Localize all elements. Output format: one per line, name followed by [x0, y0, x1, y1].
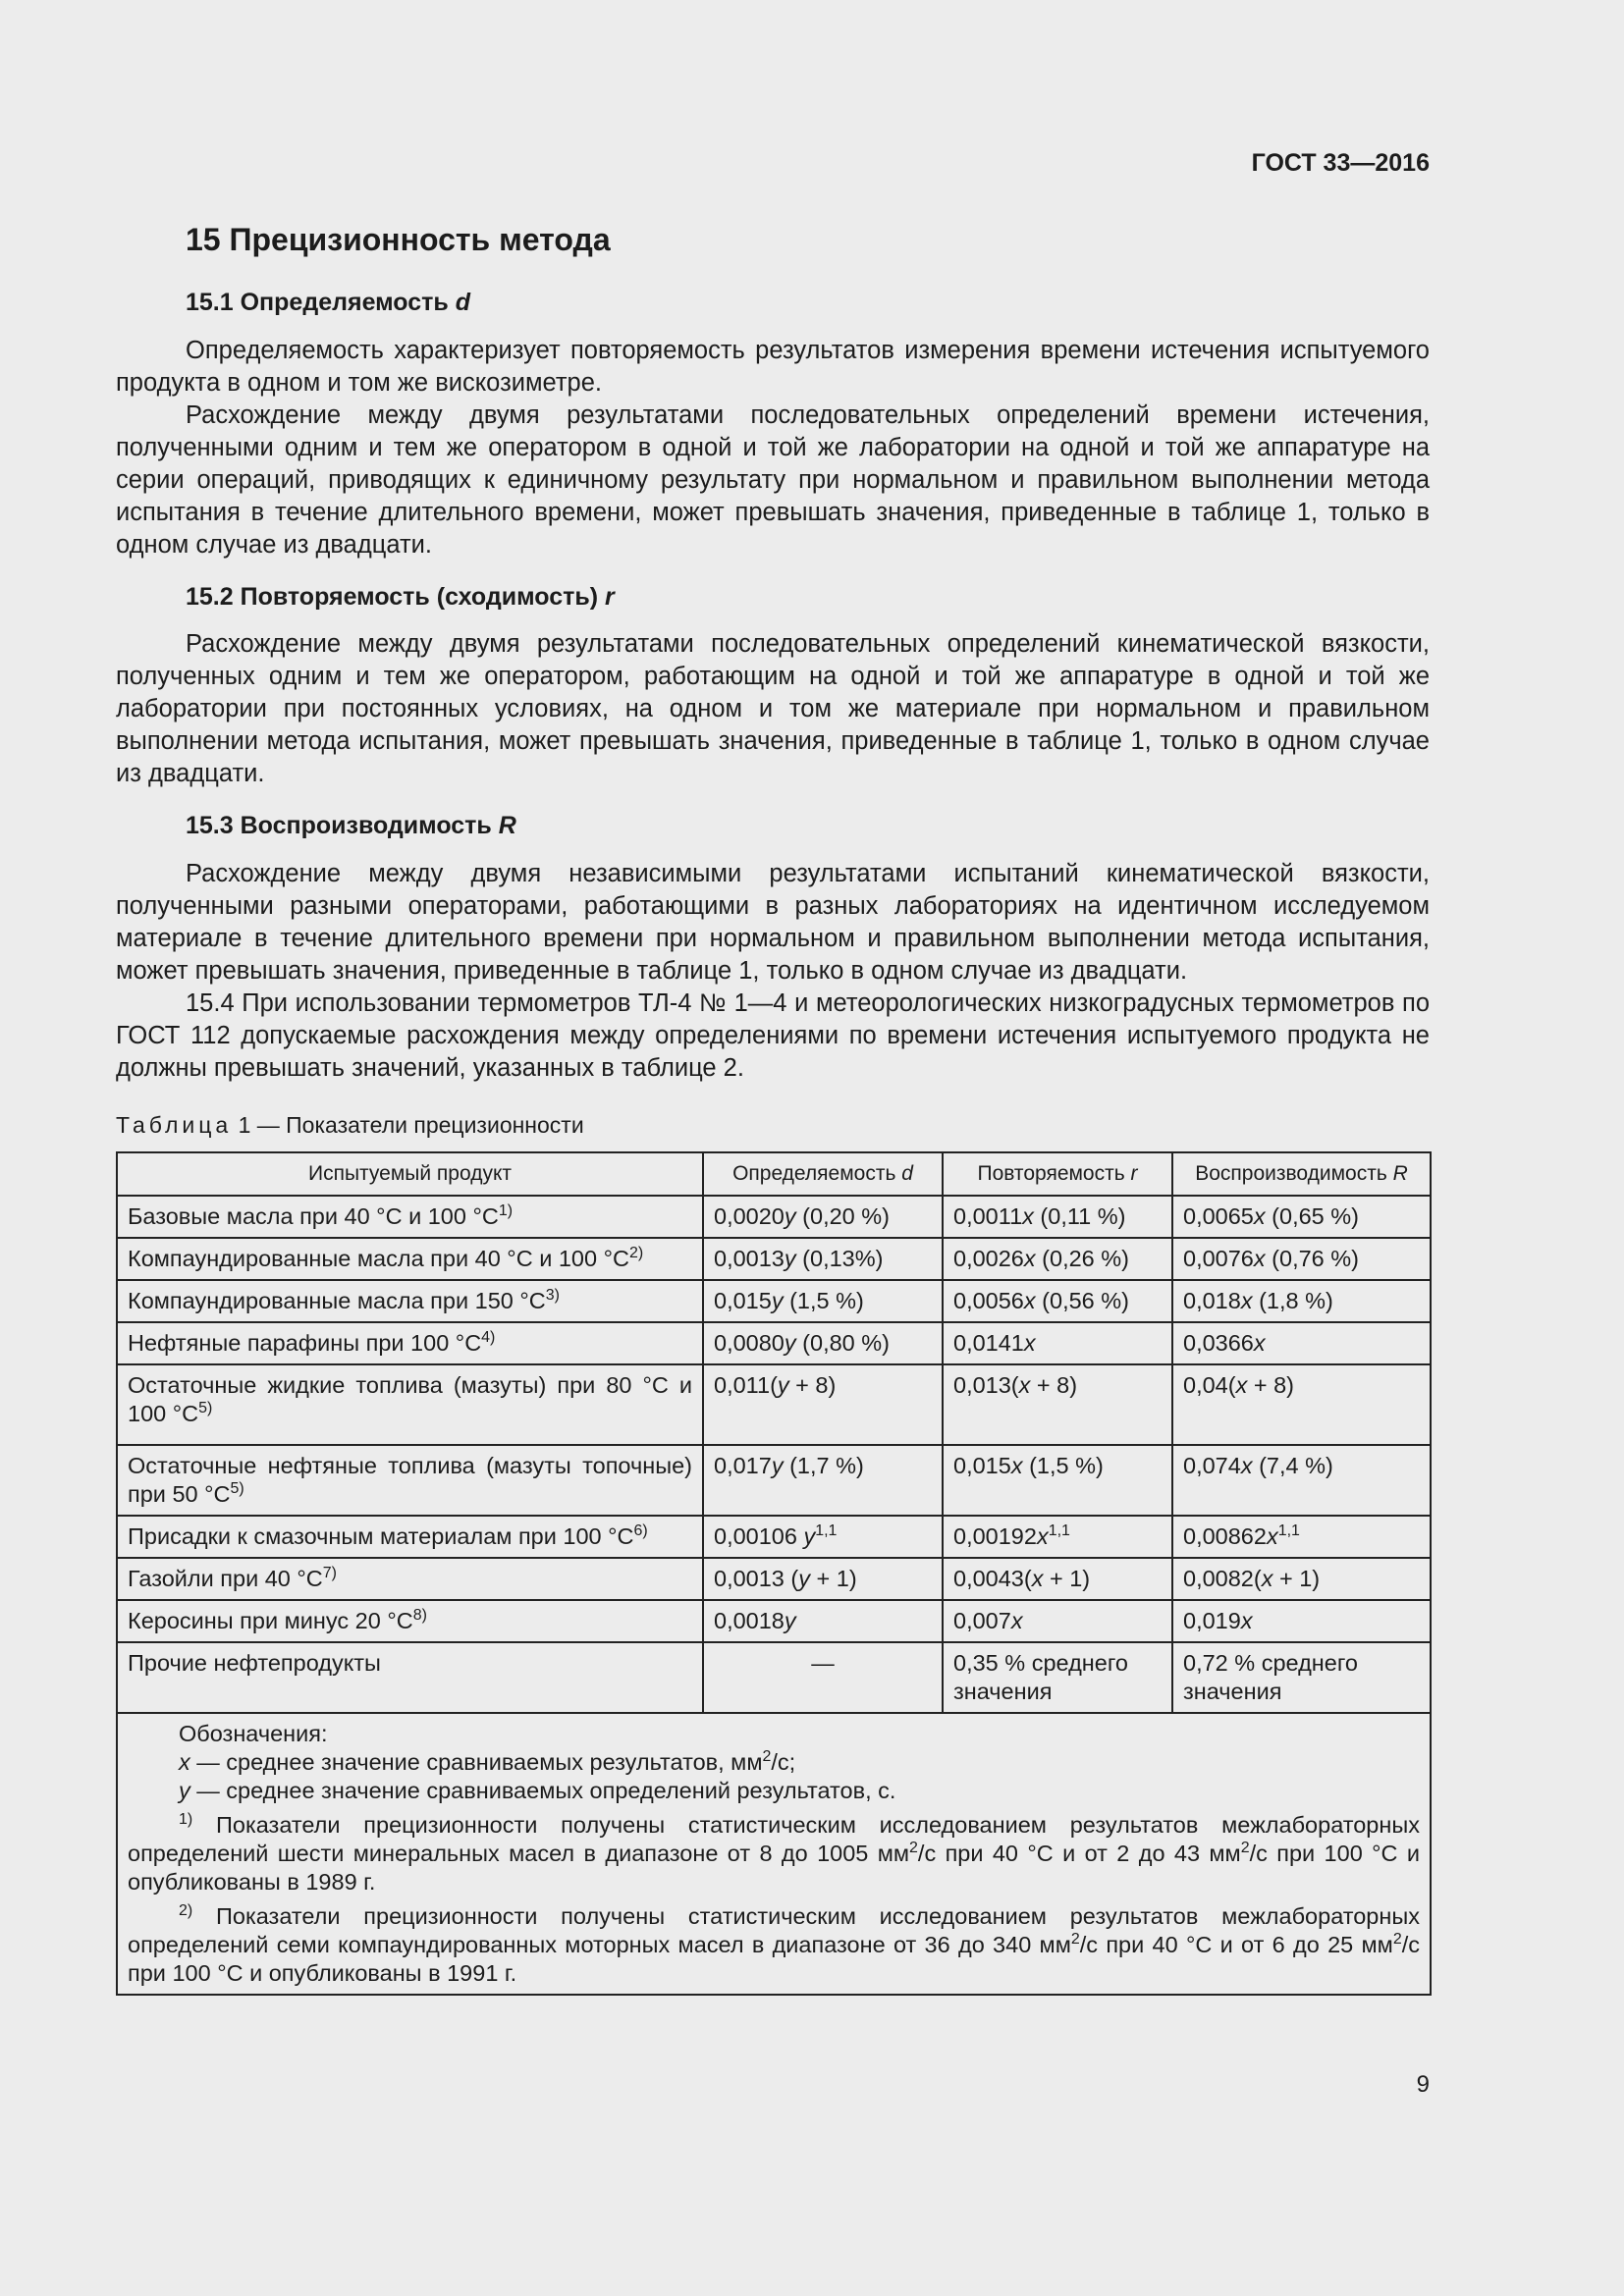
cell-determinability: 0,015y (1,5 %) [703, 1280, 943, 1322]
table-row [117, 1364, 1431, 1445]
cell-repeatability: $0,00192x^{1,1}$ [943, 1516, 1172, 1558]
header-product: Испытуемый продукт [117, 1152, 703, 1196]
cell-determinability: 0,017y (1,7 %) [703, 1445, 943, 1516]
subsection-15-3-symbol: R [498, 812, 516, 839]
subsection-15-2-symbol: r [605, 582, 615, 611]
cell-reproducibility: 0,04(x + 8) [1172, 1364, 1431, 1445]
paragraph-15-1-1: Определяемость характеризует повторяемость результатов измерения времени истечения испытуемого продукта в одном и том же вискозиметре. [116, 336, 1430, 397]
cell-determinability: 0,011(y + 8) [703, 1364, 943, 1445]
table-header-row [117, 1152, 1431, 1196]
cell-reproducibility: 0,72 % среднего значения [1172, 1642, 1431, 1713]
cell-repeatability: 0,0011x (0,11 %) [943, 1196, 1172, 1238]
table-row [117, 1642, 1431, 1713]
precision-table [116, 1151, 1432, 1996]
notes-x-definition: x — среднее значение сравниваемых результатов, $мм^2/с$; [179, 1747, 796, 1775]
section-title: 15 Прецизионность метода [186, 222, 611, 257]
cell-determinability: 0,00106 $y^{1,1}$ [703, 1516, 943, 1558]
cell-repeatability: 0,013(x + 8) [943, 1364, 1172, 1445]
notes-heading: Обозначения: [179, 1720, 328, 1746]
cell-repeatability: 0,0026x (0,26 %) [943, 1238, 1172, 1280]
cell-determinability: 0,0020y (0,20 %) [703, 1196, 943, 1238]
page-content [116, 220, 1430, 1996]
cell-reproducibility: 0,0076x (0,76 %) [1172, 1238, 1431, 1280]
cell-reproducibility: $0,00862x^{1,1}$ [1172, 1516, 1431, 1558]
cell-product: Остаточные жидкие топлива (мазуты) при 80 °С и 100 $^\circ С^{5)}$ [117, 1364, 703, 1445]
cell-repeatability: 0,35 % среднего значения [943, 1642, 1172, 1713]
subsection-15-1-symbol: d [455, 289, 470, 316]
cell-reproducibility: 0,019x [1172, 1600, 1431, 1642]
cell-product: Остаточные нефтяные топлива (мазуты топочные) при 50 $^\circ С^{5)}$ [117, 1445, 703, 1516]
cell-reproducibility: 0,0366x [1172, 1322, 1431, 1364]
cell-determinability: 0,0013 (y + 1) [703, 1558, 943, 1600]
cell-reproducibility: 0,0065x (0,65 %) [1172, 1196, 1431, 1238]
subsection-15-1-label: 15.1 Определяемость [186, 289, 456, 316]
cell-reproducibility: 0,018x (1,8 %) [1172, 1280, 1431, 1322]
table-caption [116, 1110, 1430, 1140]
table-row [117, 1445, 1431, 1516]
cell-repeatability: 0,015x (1,5 %) [943, 1445, 1172, 1516]
cell-product: Нефтяные парафины при 100 $^\circ С^{4)}$ [117, 1322, 703, 1364]
footnote-2: $^{2)}$ Показатели прецизионности получены статистическим исследованием результатов межлабораторных определений семи компаундированных моторных масел в диапазоне от 36 до 340 $мм^2/с$ при 40 °С и от 6 до 25 $мм^2/с$ при 100 °С и опубликованы в 1991 г. [128, 1901, 1420, 1986]
subsection-15-2-label: 15.2 Повторяемость (сходимость) [186, 582, 605, 611]
cell-determinability: 0,0080y (0,80 %) [703, 1322, 943, 1364]
cell-product: Присадки к смазочным материалам при 100 $^\circ С^{6)}$ [117, 1516, 703, 1558]
table-row [117, 1196, 1431, 1238]
subsection-15-3-label: 15.3 Воспроизводимость [186, 812, 499, 839]
header-determinability: Определяемость d [703, 1152, 943, 1196]
cell-determinability: 0,0013y (0,13%) [703, 1238, 943, 1280]
notes-y-definition: y — среднее значение сравниваемых определений результатов, с. [179, 1777, 896, 1803]
cell-determinability: — [703, 1642, 943, 1713]
table-caption-word: Таблица [116, 1111, 233, 1138]
table-row [117, 1238, 1431, 1280]
paragraph-15-2-1: Расхождение между двумя результатами последовательных определений кинематической вязкости, полученных одним и тем же оператором, работающим на одной и той же аппаратуре в одной и той же лаборатории при постоянных условиях, на одном и том же материале при нормальном и правильном выполнении метода испытания, может превышать значения, приведенные в таблице 1, только в одном случае из двадцати. [116, 630, 1430, 787]
subsection-15-2-title [186, 581, 1430, 614]
cell-repeatability: 0,0141x [943, 1322, 1172, 1364]
subsection-15-3-title [186, 810, 1430, 842]
footnote-1: $^{1)}$ Показатели прецизионности получены статистическим исследованием результатов межлабораторных определений шести минеральных масел в диапазоне от 8 до 1005 $мм^2/с$ при 40 °С и от 2 до 43 $мм^2/с$ при 100 °С и опубликованы в 1989 г. [128, 1810, 1420, 1895]
table-notes [117, 1713, 1431, 1995]
paragraph-15-3-1: Расхождение между двумя независимыми результатами испытаний кинематической вязкости, полученными разными операторами, работающими в разных лабораториях на идентичном исследуемом материале в течение длительного времени при нормальном и правильном выполнении метода испытания, может превышать значения, приведенные в таблице 1, только в одном случае из двадцати. [116, 859, 1430, 985]
cell-product: Керосины при минус 20 $^\circ С^{8)}$ [117, 1600, 703, 1642]
table-row [117, 1516, 1431, 1558]
header-reproducibility: Воспроизводимость R [1172, 1152, 1431, 1196]
cell-repeatability: 0,0056x (0,56 %) [943, 1280, 1172, 1322]
cell-determinability: 0,0018y [703, 1600, 943, 1642]
table-row [117, 1558, 1431, 1600]
cell-product: Прочие нефтепродукты [117, 1642, 703, 1713]
paragraph-15-1-2: Расхождение между двумя результатами последовательных определений времени истечения, полученными одним и тем же оператором в одной и той же лаборатории на одной и той же аппаратуре на серии операций, приводящих к единичному результату при нормальном и правильном выполнении метода испытания в течение длительного времени, может превышать значения, приведенные в таблице 1, только в одном случае из двадцати. [116, 400, 1430, 559]
cell-repeatability: 0,007x [943, 1600, 1172, 1642]
subsection-15-1-title [186, 287, 1430, 319]
paragraph-15-4-1: 15.4 При использовании термометров ТЛ-4 № 1—4 и метеорологических низкоградусных термометров по ГОСТ 112 допускаемые расхождения между определениями по времени истечения испытуемого продукта не должны превышать значений, указанных в таблице 2. [116, 988, 1430, 1082]
cell-product: Газойли при 40 $^\circ С^{7)}$ [117, 1558, 703, 1600]
table-row [117, 1322, 1431, 1364]
cell-reproducibility: 0,0082(x + 1) [1172, 1558, 1431, 1600]
document-code: ГОСТ 33—2016 [1251, 149, 1430, 177]
cell-reproducibility: 0,074x (7,4 %) [1172, 1445, 1431, 1516]
header-repeatability: Повторяемость r [943, 1152, 1172, 1196]
table-notes-row [117, 1713, 1431, 1995]
page-number: 9 [1416, 2071, 1430, 2098]
cell-product: Компаундированные масла при 40 °С и 100 $^\circ С^{2)}$ [117, 1238, 703, 1280]
table-row [117, 1280, 1431, 1322]
cell-repeatability: 0,0043(x + 1) [943, 1558, 1172, 1600]
table-caption-text: 1 — Показатели прецизионности [232, 1111, 584, 1138]
table-row [117, 1600, 1431, 1642]
cell-product: Компаундированные масла при 150 $^\circ С^{3)}$ [117, 1280, 703, 1322]
cell-product: Базовые масла при 40 °С и 100 $^\circ С^{1)}$ [117, 1196, 703, 1238]
